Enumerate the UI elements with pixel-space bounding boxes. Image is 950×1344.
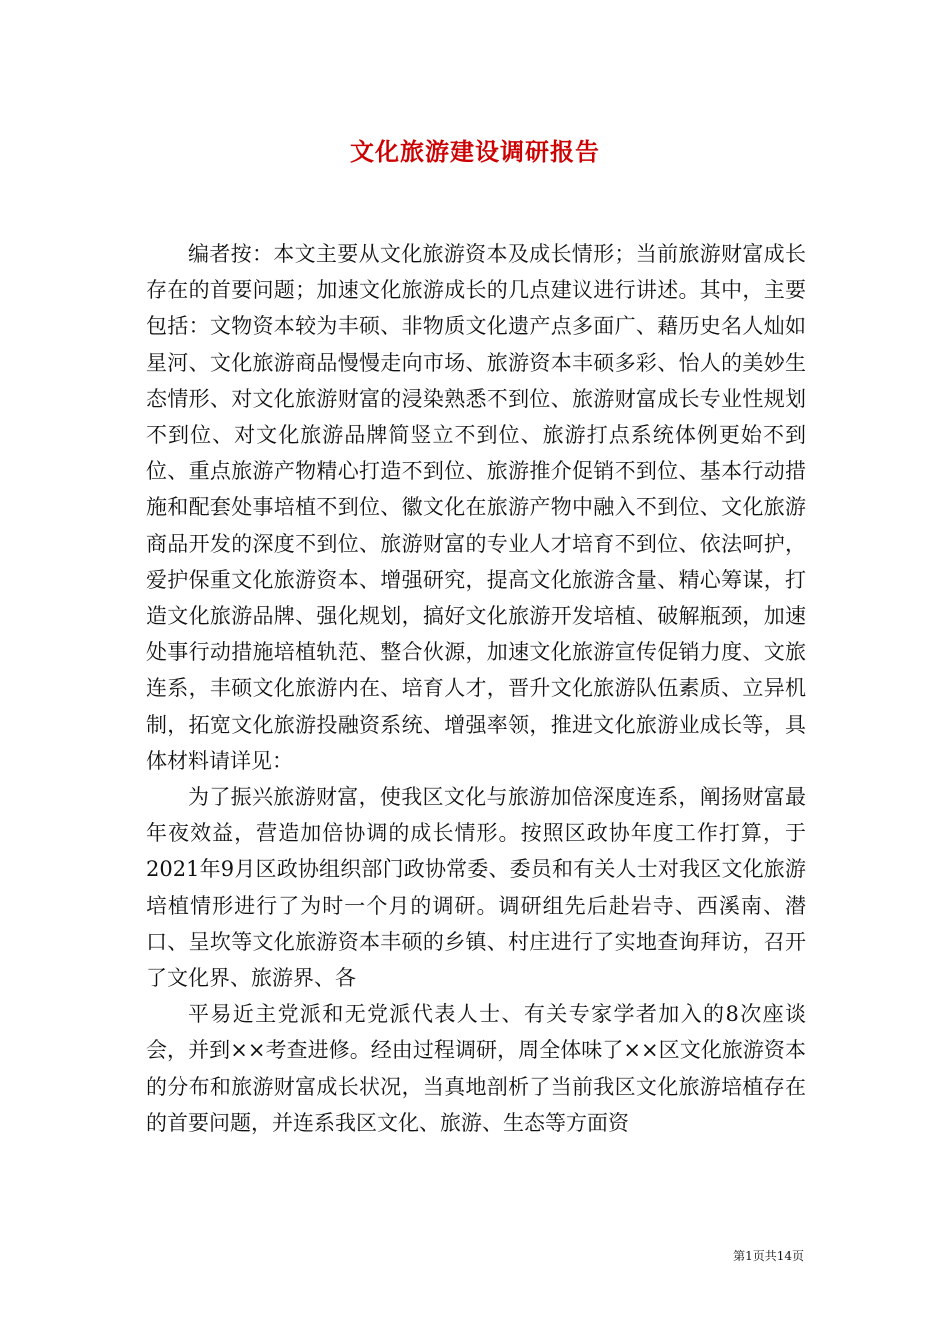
paragraph-survey: 平易近主党派和无党派代表人士、有关专家学者加入的8次座谈会，并到××考查进修。经由过程调研，周全体味了××区文化旅游资本的分布和旅游财富成长状况，当真地剖析了当前我区文化旅游培植存在的首要问题，并连系我区文化、旅游、生态等方面资 — [146, 1002, 806, 1135]
paragraph-editor-note: 编者按：本文主要从文化旅游资本及成长情形；当前旅游财富成长存在的首要问题；加速文化旅游成长的几点建议进行讲述。其中，主要包括：文物资本较为丰硕、非物质文化遗产点多面广、藉历史名人灿如星河、文化旅游商品慢慢走向市场、旅游资本丰硕多彩、怡人的美妙生态情形、对文化旅游财富的浸染熟悉不到位、旅游财富成长专业性规划不到位、对文化旅游品牌简竖立不到位、旅游打点系统体例更始不到位、重点旅游产物精心打造不到位、旅游推介促销不到位、基本行动措施和配套处事培植不到位、徽文化在旅游产物中融入不到位、文化旅游商品开发的深度不到位、旅游财富的专业人才培育不到位、依法呵护，爱护保重文化旅游资本、增强研究，提高文化旅游含量、精心筹谋，打造文化旅游品牌、强化规划，搞好文化旅游开发培植、破解瓶颈，加速处事行动措施培植轨范、整合伙源，加速文化旅游宣传促销力度、文旅连系，丰硕文化旅游内在、培育人才，晋升文化旅游队伍素质、立异机制，拓宽文化旅游投融资系统、增强率领，推进文化旅游业成长等，具体材料请详见： — [146, 242, 806, 773]
page-number-footer: 第1页共14页 — [733, 1249, 804, 1263]
document-title: 文化旅游建设调研报告 — [350, 137, 600, 166]
paragraph-intro: 为了振兴旅游财富，使我区文化与旅游加倍深度连系，阐扬财富最年夜效益，营造加倍协调的成长情形。按照区政协年度工作打算，于2021年9月区政协组织部门政协常委、委员和有关人士对我区文化旅游培植情形进行了为时一个月的调研。调研组先后赴岩寺、西溪南、潜口、呈坎等文化旅游资本丰硕的乡镇、村庄进行了实地查询拜访，召开了文化界、旅游界、各 — [146, 785, 806, 991]
document-body — [146, 236, 806, 1141]
